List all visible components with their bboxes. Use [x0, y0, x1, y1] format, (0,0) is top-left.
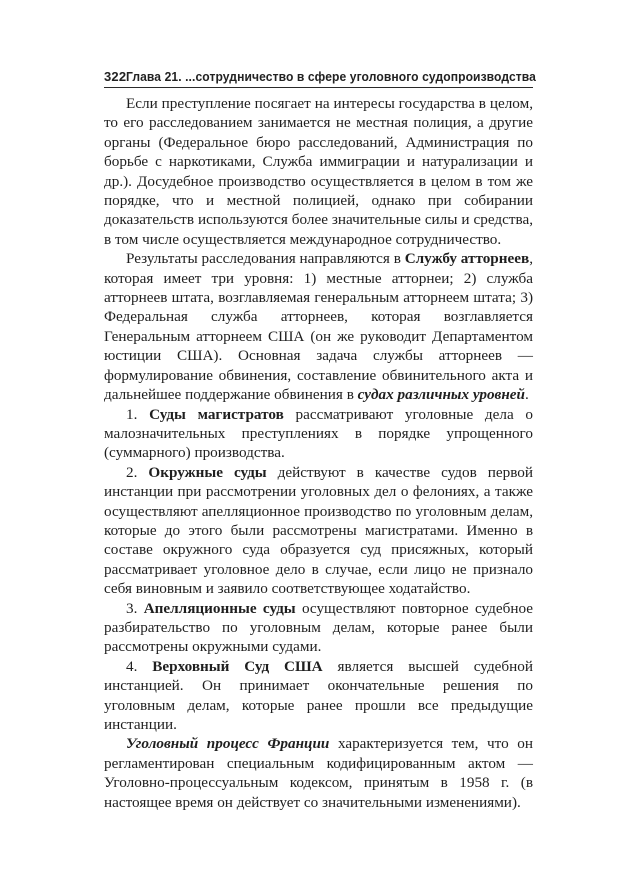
paragraph-france-criminal-process — [104, 734, 533, 812]
paragraph-text: , которая имеет три уровня: 1) местные атторнеи; 2) служба атторнеев штата, возглавляемая генеральным атторнеем штата; 3) Федеральная служба атторнеев, которая возглавляется Генеральным атторнеем США (он же руководит Департаментом юстиции США). Основная задача службы атторнеев — формулирование обвинения, составление обвинительного акта и дальнейшее поддержание обвинения в — [104, 250, 533, 404]
paragraph-text: . — [524, 386, 529, 404]
paragraph-district-courts — [104, 463, 533, 599]
term-france-criminal-process: Уголовный процесс Франции — [126, 735, 330, 753]
list-number: 1. — [126, 405, 150, 423]
list-number: 4. — [126, 657, 153, 675]
term-attorney-service: Службу атторнеев — [404, 250, 530, 268]
paragraph-magistrate-courts — [104, 405, 533, 463]
term-supreme-court: Верховный Суд США — [152, 657, 323, 675]
paragraph-text: Если преступление посягает на интересы государства в целом, то его расследованием занимается не местная полиция, а другие органы (Федеральное бюро расследований, Администрация по борьбе с наркотиками, Служба иммиграции и натурализации и др.). Досудебное производство осуществляется в целом в том же порядке, что и местной полицией, однако при собирании доказательств используются более значительные силы и средства, в том числе осуществляется международное сотрудничество. — [104, 95, 533, 248]
term-magistrate-courts: Суды магистратов — [149, 405, 284, 423]
page-number: 322 — [104, 69, 127, 84]
paragraph-text: характеризуется тем, что он регламентирован специальным кодифицированным актом — Уголовно-процессуальным кодексом, принятым в 1958 г. (в настоящее время он действует со значительными изменениями). — [104, 735, 533, 811]
list-number: 3. — [126, 599, 144, 617]
running-header — [104, 64, 537, 88]
paragraph-text: Результаты расследования направляются в — [126, 250, 405, 268]
paragraph-text: действуют в качестве судов первой инстанции при рассмотрении уголовных дел о фелониях, а также осуществляют апелляционное производство по уголовным делам, которые до этого были рассмотрены магистратами. Именно в составе окружного суда образуется суд присяжных, который рассматривает уголовное дело в случае, если лицо не признало себя виновным и заявило соответствующее ходатайство. — [104, 463, 533, 598]
term-courts-various-levels: судах различных уровней — [357, 386, 525, 404]
chapter-title: Глава 21. ...сотрудничество в сфере уголовного судопроизводства — [126, 69, 537, 84]
paragraph-appellate-courts — [104, 599, 533, 657]
body-text — [104, 94, 533, 812]
paragraph-supreme-court — [104, 657, 533, 735]
paragraph-federal-investigation — [104, 94, 533, 249]
list-number: 2. — [126, 463, 149, 481]
paragraph-attorney-service — [104, 249, 533, 404]
paragraph-text: является высшей судебной инстанцией. Он принимает окончательные решения по уголовным делам, которые ранее прошли все предыдущие инстанции. — [104, 657, 533, 733]
paragraph-text: рассматривают уголовные дела о малозначительных преступлениях в порядке упрощенного (суммарного) производства. — [104, 405, 533, 462]
paragraph-text: осуществляют повторное судебное разбирательство по уголовным делам, которые ранее были рассмотрены окружными судами. — [104, 599, 533, 656]
term-district-courts: Окружные суды — [148, 463, 267, 481]
term-appellate-courts: Апелляционные суды — [143, 599, 296, 617]
